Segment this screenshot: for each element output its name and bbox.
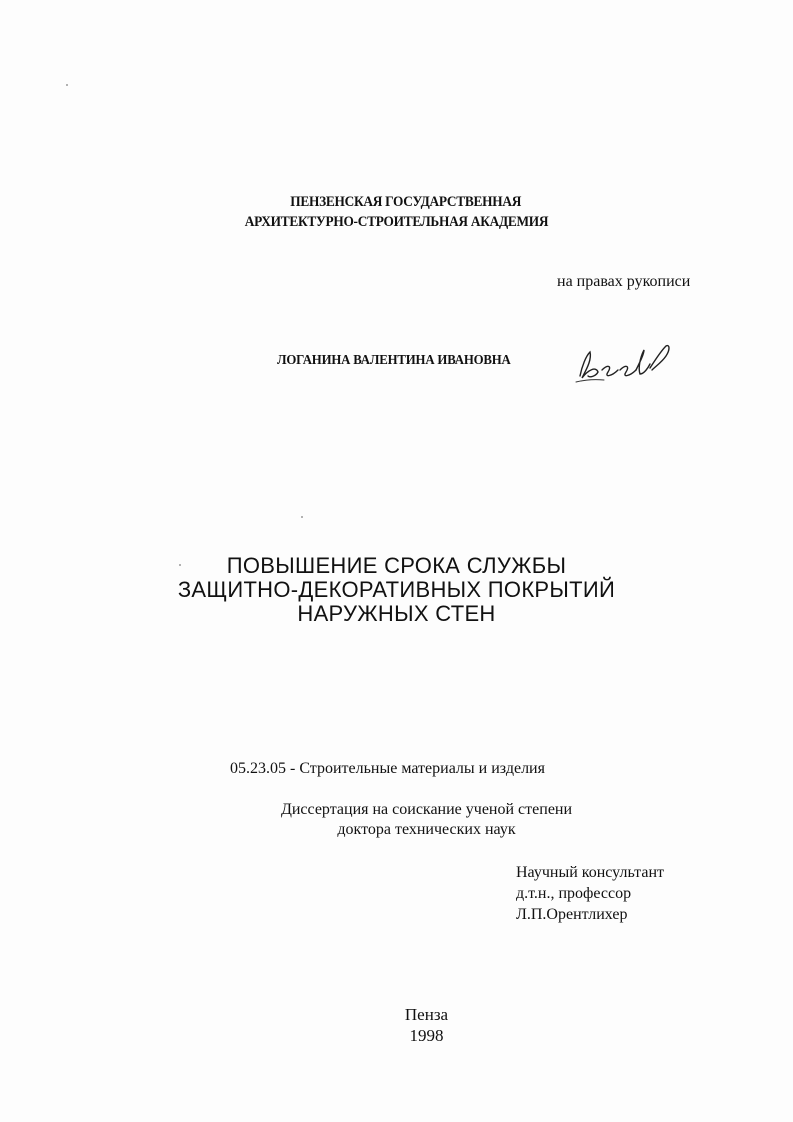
specialty-code: 05.23.05 - Строительные материалы и изделия [230, 760, 545, 777]
institution-line-2: АРХИТЕКТУРНО-СТРОИТЕЛЬНАЯ АКАДЕМИЯ [244, 214, 549, 230]
degree-line-2: доктора технических наук [337, 821, 516, 838]
degree-line-1: Диссертация на соискание ученой степени [280, 801, 573, 818]
institution-line-1: ПЕНЗЕНСКАЯ ГОСУДАРСТВЕННАЯ [290, 194, 522, 210]
title-line-2: ЗАЩИТНО-ДЕКОРАТИВНЫХ ПОКРЫТИЙ [177, 577, 616, 602]
handwritten-signature [574, 340, 678, 388]
scientific-consultant [516, 862, 664, 925]
place-and-year [0, 1004, 793, 1046]
scan-speck [301, 516, 303, 518]
title-line-3: НАРУЖНЫХ СТЕН [297, 601, 496, 626]
title-line-1: ПОВЫШЕНИЕ СРОКА СЛУЖБЫ [226, 553, 567, 578]
year: 1998 [409, 1026, 444, 1045]
scan-speck [66, 84, 68, 86]
consultant-name: Л.П.Орентлихер [516, 906, 628, 923]
dissertation-title [0, 554, 793, 626]
city: Пенза [404, 1005, 449, 1024]
scan-speck [179, 564, 181, 566]
institution-header [32, 192, 762, 232]
author-name: ЛОГАНИНА ВАЛЕНТИНА ИВАНОВНА [277, 352, 511, 367]
manuscript-note: на правах рукописи [557, 273, 691, 290]
consultant-credentials: д.т.н., профессор [516, 885, 632, 902]
consultant-role: Научный консультант [516, 864, 664, 881]
degree-statement [0, 800, 793, 840]
